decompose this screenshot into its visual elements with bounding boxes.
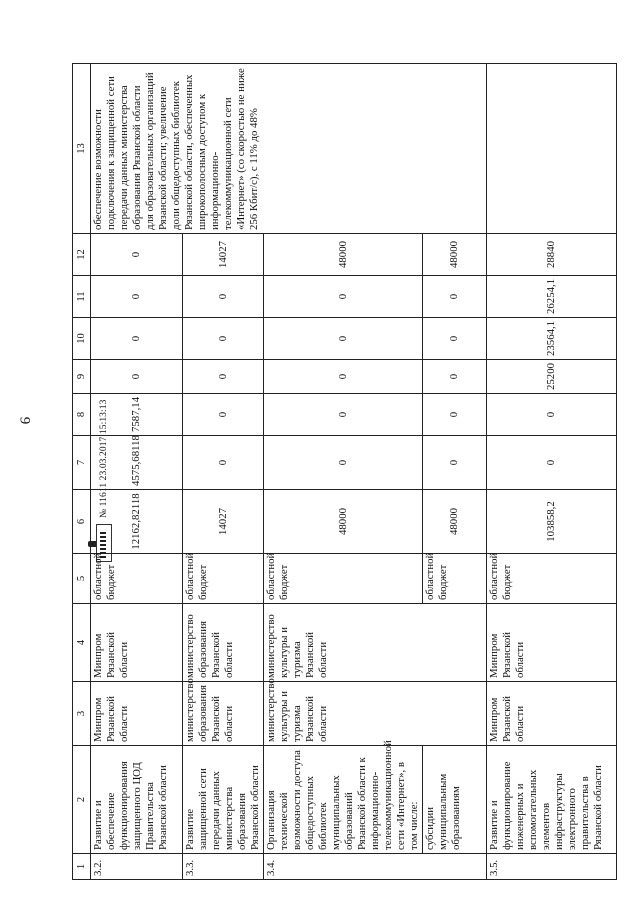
value-col12: 14027: [183, 234, 264, 276]
header-cell: 3: [73, 682, 91, 746]
funding-source: областной бюджет: [183, 554, 264, 604]
total-value: 48000: [423, 490, 487, 554]
value-col8: 0: [423, 394, 487, 436]
responsible: министерство образования Рязанской области: [183, 682, 264, 746]
row-number: 3.4.: [264, 854, 487, 880]
responsible: Минпром Рязанской области: [91, 682, 183, 746]
value-col12: 48000: [264, 234, 423, 276]
header-cell: 12: [73, 234, 91, 276]
value-col7: 0: [487, 436, 617, 490]
value-col9: 0: [423, 360, 487, 394]
value-col7: 4575,68118: [91, 436, 183, 490]
value-col7: 0: [264, 436, 423, 490]
value-col11: 0: [264, 276, 423, 318]
header-cell: 8: [73, 394, 91, 436]
funding-source: областной бюджет: [91, 554, 183, 604]
value-col12: 48000: [423, 234, 487, 276]
value-col9: 0: [183, 360, 264, 394]
executor: Минпром Рязанской области: [91, 604, 183, 682]
measure-title: субсидии муниципальным образованиям: [423, 746, 487, 854]
row-number: 3.3.: [183, 854, 264, 880]
value-col11: 0: [91, 276, 183, 318]
page-number: 9: [16, 416, 33, 425]
header-cell: 11: [73, 276, 91, 318]
header-row: [73, 64, 91, 880]
measure-title: Развитие и функционирование инженерных и вспомогательных элементов инфраструктуры электронного правительства в Рязанской области: [487, 746, 617, 854]
executor: министерство культуры и туризма Рязанской области: [264, 604, 487, 682]
header-cell: 6: [73, 490, 91, 554]
header-cell: 7: [73, 436, 91, 490]
header-cell: 1: [73, 854, 91, 880]
row-number: 3.2.: [91, 854, 183, 880]
value-col10: 0: [264, 318, 423, 360]
value-col8: 0: [264, 394, 423, 436]
value-col9: 0: [264, 360, 423, 394]
header-cell: 4: [73, 604, 91, 682]
header-cell: 9: [73, 360, 91, 394]
value-col11: 26254,1: [487, 276, 617, 318]
measure-title: Развитие и обеспечение функционирования защищенного ЦОД Правительства Рязанской области: [91, 746, 183, 854]
expected-results: обеспечение возможности подключения к защищенной сети передачи данных министерства образования Рязанской области для образовательных организаций Рязанской области; увеличение доли общедоступных библиотек Рязанской области, обеспеченных широкополосным доступом к информационно-телекоммуникационной сети «Интернет» (со скоростью не ниже 256 Кбит/с), с 11% до 48%: [91, 64, 487, 234]
rotated-page: [72, 64, 628, 880]
row-number: 3.5.: [487, 854, 617, 880]
total-value: 103858,2: [487, 490, 617, 554]
header-cell: 13: [73, 64, 91, 234]
total-value: 48000: [264, 490, 423, 554]
footer-registration: № 11611 23.03.2017 15:13:13: [99, 399, 109, 518]
measure-title: Организация технической возможности доступа общедоступных библиотек муниципальных образований Рязанской области к информационно-телекоммуникационной сети «Интернет», в том числе:: [264, 746, 423, 854]
executor: Минпром Рязанской области: [487, 604, 617, 682]
funding-source: областной бюджет: [487, 554, 617, 604]
value-col12: 28840: [487, 234, 617, 276]
executor: министерство образования Рязанской области: [183, 604, 264, 682]
value-col8: 7587,14: [91, 394, 183, 436]
table-row: [91, 64, 183, 880]
responsible: министерство культуры и туризма Рязанской области: [264, 682, 487, 746]
value-col10: 0: [423, 318, 487, 360]
funding-source: областной бюджет: [264, 554, 423, 604]
expected-results-empty: [487, 64, 617, 234]
value-col10: 23564,1: [487, 318, 617, 360]
responsible: Минпром Рязанской области: [487, 682, 617, 746]
value-col8: 0: [487, 394, 617, 436]
value-col11: 0: [423, 276, 487, 318]
value-col10: 0: [183, 318, 264, 360]
measure-title: Развитие защищенной сети передачи данных министерства образования Рязанской области: [183, 746, 264, 854]
header-cell: 5: [73, 554, 91, 604]
value-col11: 0: [183, 276, 264, 318]
value-col10: 0: [91, 318, 183, 360]
value-col7: 0: [183, 436, 264, 490]
value-col9: 25200: [487, 360, 617, 394]
total-value: 12162,82118: [91, 490, 183, 554]
value-col8: 0: [183, 394, 264, 436]
total-value: 14027: [183, 490, 264, 554]
value-col12: 0: [91, 234, 183, 276]
header-cell: 2: [73, 746, 91, 854]
value-col9: 0: [91, 360, 183, 394]
funding-source: областной бюджет: [423, 554, 487, 604]
table-row: [487, 64, 617, 880]
program-table: [72, 63, 617, 880]
value-col7: 0: [423, 436, 487, 490]
header-cell: 10: [73, 318, 91, 360]
